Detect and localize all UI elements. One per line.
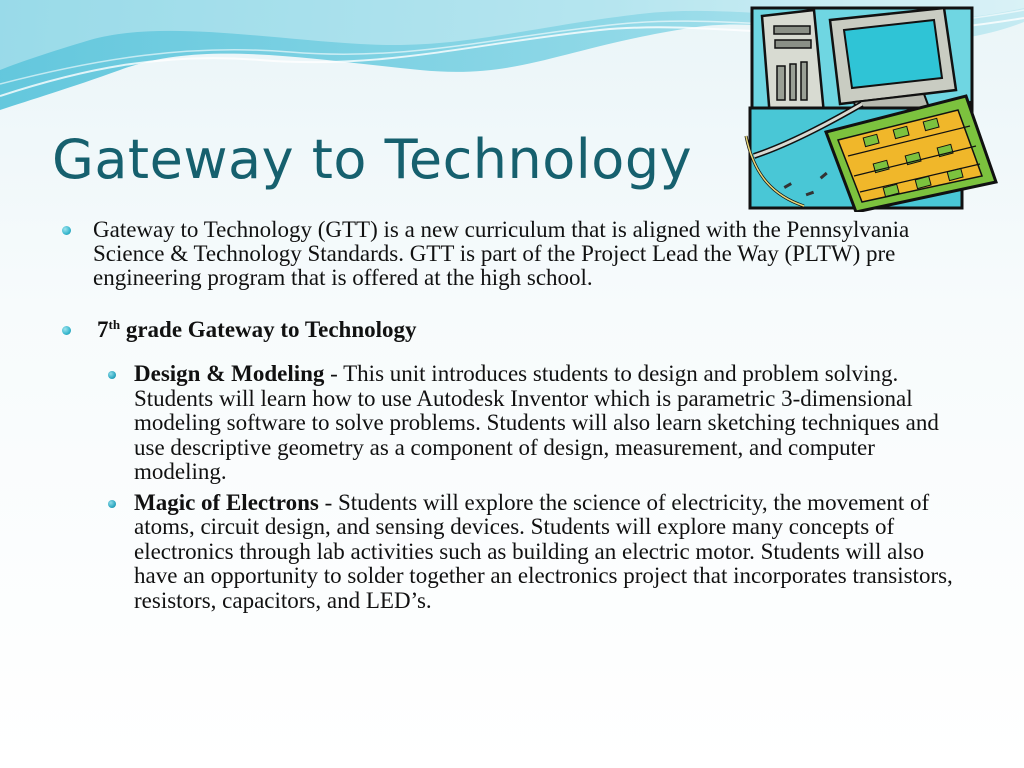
grade-suffix: th (108, 317, 121, 332)
unit-name: Design & Modeling (134, 361, 325, 386)
intro-text: Gateway to Technology (GTT) is a new curriculum that is aligned with the Pennsylvania Science & Technology Standards. GTT is part of the Project Lead the Way (PLTW) pre engineering program that is offered at the high school. (93, 217, 910, 290)
computer-circuit-clipart-icon (744, 6, 1000, 212)
bullet-intro (58, 218, 970, 290)
slide-body (58, 218, 970, 619)
unit-magic-of-electrons (58, 491, 970, 614)
sub-bullet-dot-icon (108, 500, 116, 508)
unit-description: - This unit introduces students to design and problem solving. Students will learn how to use Autodesk Inventor which is parametric 3-dimensional modeling software to solve problems. Students will also learn sketching techniques and use descriptive geometry as a component of design, measurement, and computer modeling. (134, 361, 939, 484)
unit-name: Magic of Electrons (134, 489, 319, 515)
unit-design-modeling (58, 362, 970, 485)
slide-title: Gateway to Technology (52, 128, 693, 191)
bullet-dot-icon (62, 226, 71, 235)
bullet-grade-heading (58, 318, 970, 342)
bullet-dot-icon (62, 326, 71, 335)
grade-heading-rest: grade Gateway to Technology (120, 317, 417, 342)
grade-heading (93, 317, 417, 342)
unit-description: - Students will explore the science of electricity, the movement of atoms, circuit design, and sensing devices. Students will explore many concepts of electronics through lab activities such as building an electric motor. Students will also have an opportunity to solder together an electronics project that incorporates transistors, resistors, capacitors, and LED’s. (134, 489, 953, 613)
grade-number: 7 (97, 317, 109, 342)
sub-bullet-dot-icon (108, 371, 116, 379)
